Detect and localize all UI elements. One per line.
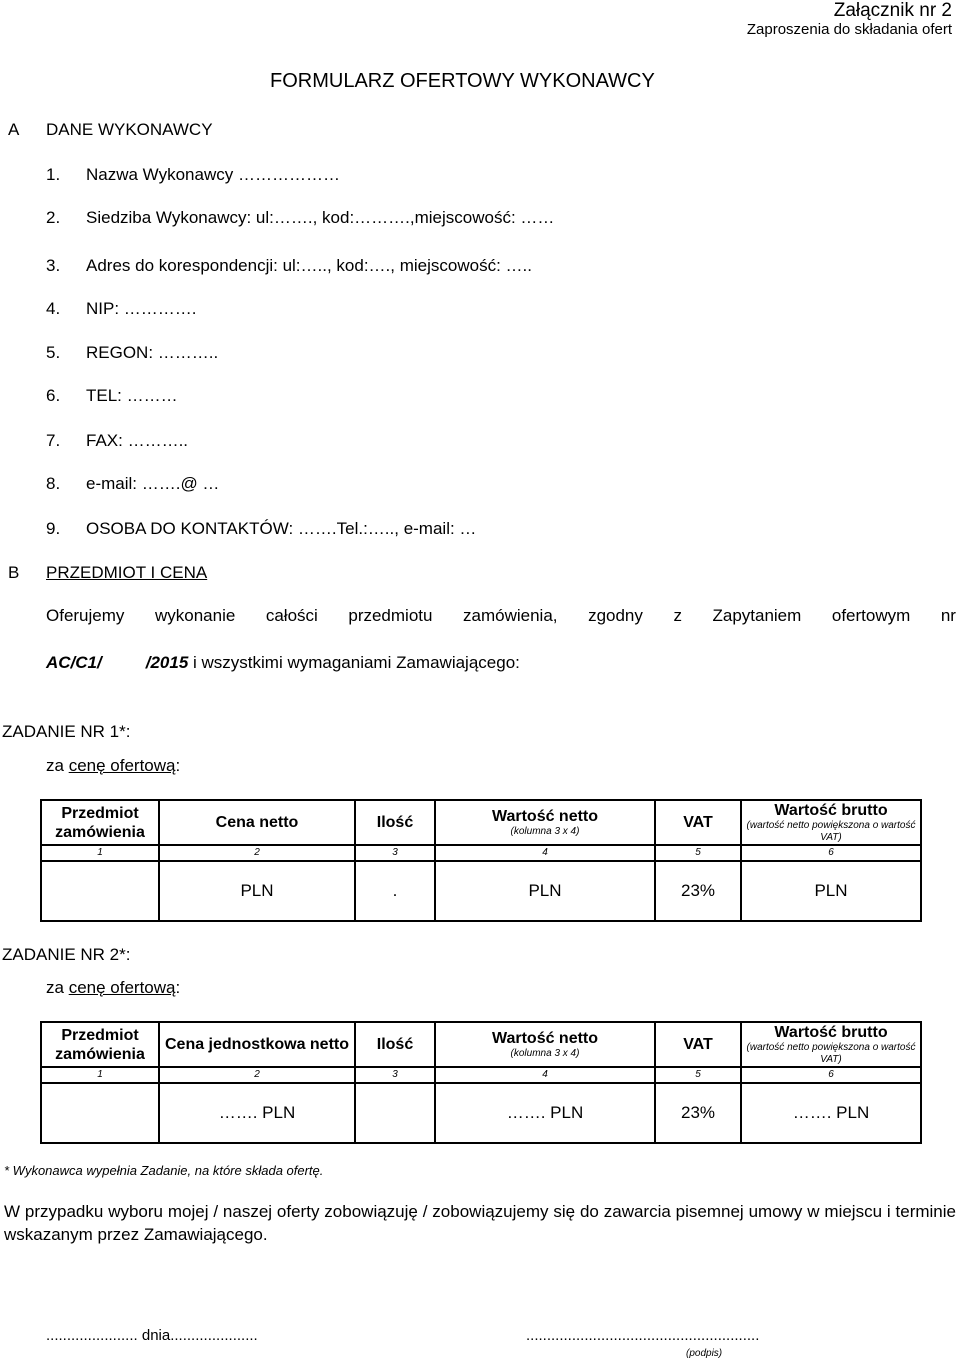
header-quantity: Ilość — [355, 800, 435, 845]
header-gross-value-note: (wartość netto powiększona o wartość VAT) — [746, 820, 916, 843]
attachment-label: Załącznik nr 2 — [833, 0, 952, 21]
place-date-line: ...................... dnia..................... — [46, 1327, 258, 1344]
offer-word: zgodny — [588, 606, 643, 625]
task2-subtitle: za cenę ofertową: — [46, 978, 181, 997]
column-number: 1 — [41, 845, 159, 861]
task1-offer-table — [40, 799, 922, 922]
item-number: 1. — [46, 165, 61, 184]
header-net-value: Wartość netto (kolumna 3 x 4) — [435, 1022, 655, 1067]
item-correspondence-address: Adres do korespondencji: ul:….., kod:…., miejscowość: ….. — [86, 256, 532, 275]
offer-rest: i wszystkimi wymaganiami Zamawiającego: — [188, 653, 520, 672]
item-nip: NIP: …………. — [86, 299, 197, 318]
section-b-letter: B — [8, 563, 20, 582]
column-number: 2 — [159, 1067, 355, 1083]
item-contractor-name: Nazwa Wykonawcy ……………… — [86, 165, 340, 184]
header-gross-value: Wartość brutto (wartość netto powiększona o wartość VAT) — [741, 1022, 921, 1067]
task1-title: ZADANIE NR 1*: — [2, 722, 131, 741]
section-a-letter: A — [8, 120, 20, 139]
item-number: 2. — [46, 208, 61, 227]
column-number: 3 — [355, 1067, 435, 1083]
item-tel: TEL: ……… — [86, 386, 178, 405]
column-number: 1 — [41, 1067, 159, 1083]
header-vat: VAT — [655, 1022, 741, 1067]
column-number: 4 — [435, 845, 655, 861]
offer-word: zamówienia, — [463, 606, 558, 625]
item-number: 9. — [46, 519, 61, 538]
table-header-row — [41, 1022, 921, 1067]
column-number: 6 — [741, 1067, 921, 1083]
column-number: 5 — [655, 845, 741, 861]
value-cell-net-value[interactable]: ……. PLN — [435, 1083, 655, 1143]
column-number: 3 — [355, 845, 435, 861]
item-contact-person: OSOBA DO KONTAKTÓW: …….Tel.:….., e-mail: … — [86, 519, 477, 538]
item-fax: FAX: ……….. — [86, 431, 189, 450]
column-number: 2 — [159, 845, 355, 861]
item-number: 3. — [46, 256, 61, 275]
value-cell-quantity[interactable]: . — [355, 861, 435, 921]
item-number: 8. — [46, 474, 61, 493]
header-subject: Przedmiot zamówienia — [41, 800, 159, 845]
item-regon: REGON: ……….. — [86, 343, 219, 362]
column-number-row — [41, 845, 921, 861]
header-gross-value-note: (wartość netto powiększona o wartość VAT) — [746, 1042, 916, 1065]
attachment-sublabel: Zaproszenia do składania ofert — [746, 21, 952, 38]
value-cell-unit-net-price[interactable]: ……. PLN — [159, 1083, 355, 1143]
item-contractor-seat: Siedziba Wykonawcy: ul:……., kod:……….,miejscowość: …… — [86, 208, 555, 227]
item-number: 4. — [46, 299, 61, 318]
value-cell-net-value[interactable]: PLN — [435, 861, 655, 921]
signature-line: ........................................................ — [526, 1327, 760, 1344]
signature-label: (podpis) — [686, 1348, 723, 1359]
header-net-value: Wartość netto (kolumna 3 x 4) — [435, 800, 655, 845]
value-row — [41, 1083, 921, 1143]
value-cell-vat[interactable]: 23% — [655, 861, 741, 921]
header-quantity: Ilość — [355, 1022, 435, 1067]
offer-statement-line — [46, 606, 956, 626]
header-net-value-note: (kolumna 3 x 4) — [510, 826, 580, 837]
column-number-row — [41, 1067, 921, 1083]
value-cell-subject[interactable] — [41, 861, 159, 921]
offer-reference-a: AC/C1/ — [46, 653, 102, 672]
header-unit-net-price: Cena jednostkowa netto — [159, 1022, 355, 1067]
task2-offer-table — [40, 1021, 922, 1144]
form-title: FORMULARZ OFERTOWY WYKONAWCY — [270, 70, 655, 92]
header-gross-value: Wartość brutto (wartość netto powiększona o wartość VAT) — [741, 800, 921, 845]
offer-word: Oferujemy — [46, 606, 125, 625]
value-cell-gross-value[interactable]: ……. PLN — [741, 1083, 921, 1143]
header-net-price: Cena netto — [159, 800, 355, 845]
offer-statement-line2 — [46, 653, 520, 673]
offer-word: z — [673, 606, 682, 625]
header-vat: VAT — [655, 800, 741, 845]
header-net-value-note: (kolumna 3 x 4) — [510, 1048, 580, 1059]
task-footnote: * Wykonawca wypełnia Zadanie, na które składa ofertę. — [4, 1163, 324, 1178]
offer-word: ofertowym — [831, 606, 911, 625]
obligation-paragraph: W przypadku wyboru mojej / naszej oferty zobowiązuję / zobowiązujemy się do zawarcia pisemnej umowy w miejscu i terminie wskazanym przez Zamawiającego. — [4, 1202, 956, 1244]
offer-word: nr — [940, 606, 956, 625]
value-cell-gross-value[interactable]: PLN — [741, 861, 921, 921]
value-cell-subject[interactable] — [41, 1083, 159, 1143]
section-a-title: DANE WYKONAWCY — [46, 120, 213, 139]
item-email: e-mail: …….@ … — [86, 474, 220, 493]
item-number: 5. — [46, 343, 61, 362]
offer-word: wykonanie — [154, 606, 236, 625]
task2-title: ZADANIE NR 2*: — [2, 945, 131, 964]
table-header-row — [41, 800, 921, 845]
value-cell-quantity[interactable] — [355, 1083, 435, 1143]
offer-word: Zapytaniem — [712, 606, 802, 625]
task1-subtitle: za cenę ofertową: — [46, 756, 181, 775]
offer-word: przedmiotu — [348, 606, 433, 625]
offer-reference-b: /2015 — [145, 653, 189, 672]
column-number: 5 — [655, 1067, 741, 1083]
item-number: 7. — [46, 431, 61, 450]
column-number: 6 — [741, 845, 921, 861]
value-cell-vat[interactable]: 23% — [655, 1083, 741, 1143]
section-b-title: PRZEDMIOT I CENA — [46, 563, 208, 582]
item-number: 6. — [46, 386, 61, 405]
value-row — [41, 861, 921, 921]
header-subject: Przedmiot zamówienia — [41, 1022, 159, 1067]
column-number: 4 — [435, 1067, 655, 1083]
value-cell-net-price[interactable]: PLN — [159, 861, 355, 921]
offer-word: całości — [265, 606, 318, 625]
